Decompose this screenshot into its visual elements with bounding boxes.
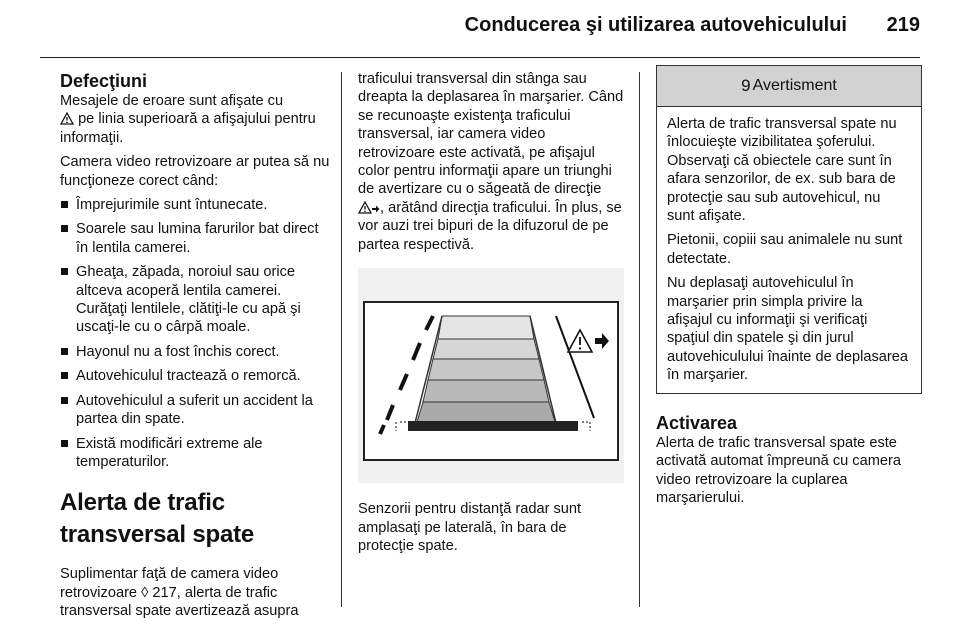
warning-paragraph: Pietonii, copiii sau animalele nu sunt detectate. xyxy=(667,232,903,267)
section-intro-paragraph: Suplimentar faţă de camera video retrovizoare ◊ 217, alerta de trafic transversal spate avertizează asupra xyxy=(60,566,299,620)
rear-camera-display-illustration xyxy=(358,268,624,483)
section-title: Alerta de trafic transversal spate xyxy=(60,489,255,549)
list-item: Autovehiculul tractează o remorcă. xyxy=(60,367,330,385)
list-item: Gheaţa, zăpada, noroiul sau orice altceva acoperă lentila camerei. Curăţaţi lentilele, clătiţi-le cu apă şi uscaţi-le cu o cârpă moale. xyxy=(60,263,330,337)
list-item: Hayonul nu a fost închis corect. xyxy=(60,343,330,361)
warning-symbol-icon: 9 xyxy=(741,75,751,95)
column-left xyxy=(60,70,330,621)
column-divider-2 xyxy=(639,72,640,607)
bullet-icon xyxy=(61,348,68,355)
bullet-icon xyxy=(61,225,68,232)
bullet-icon xyxy=(61,372,68,379)
warning-triangle-icon xyxy=(60,112,74,125)
heading-activarea: Activarea xyxy=(656,412,738,433)
intro-paragraph: Mesajele de eroare sunt afişate cu pe linia superioară a afişajului pentru informaţii. xyxy=(60,93,316,146)
header-rule xyxy=(40,57,920,58)
warning-box xyxy=(656,65,922,394)
bullet-icon xyxy=(61,397,68,404)
page-header xyxy=(0,0,960,58)
cross-traffic-paragraph: traficului transversal din stânga sau dreapta la deplasarea în marşarier. Când se recunoaşte existenţa traficului transversal, iar camera video retrovizoare este activată, pe afişajul color pentru informaţii apare un triunghi de avertizare cu o săgeată de direcţie , arătând direcţia traficului. În plus, se vor auzi trei bipuri de la difuzorul de pe partea respectivă. xyxy=(358,71,624,253)
figure-caption: Senzorii pentru distanţă radar sunt amplasaţi pe laterală, în bara de protecţie spate. xyxy=(358,501,582,555)
list-item: Împrejurimile sunt întunecate. xyxy=(60,196,330,214)
warning-paragraph: Alerta de trafic transversal spate nu înlocuieşte vizibilitatea şoferului. Observaţi că obiectele care sunt în afara senzorilor, de ex. sub bara de protecţie sau sub autovehicul, nu sunt afişate. xyxy=(667,116,897,225)
warning-title: Avertisment xyxy=(752,76,837,94)
bullet-icon xyxy=(61,201,68,208)
cross-reference-icon: ◊ xyxy=(141,584,149,601)
heading-defectiuni: Defecţiuni xyxy=(60,71,148,91)
column-right xyxy=(656,70,922,507)
warning-paragraph: Nu deplasaţi autovehiculul în marşarier prin simpla privire la afişajul cu informaţii şi verificaţi spaţiul din spatele şi din jurul autovehiculului înainte de deplasarea în marşarier. xyxy=(667,275,908,384)
bullet-icon xyxy=(61,440,68,447)
page-number: 219 xyxy=(886,14,920,36)
running-title: Conducerea şi utilizarea autovehiculului xyxy=(464,14,847,36)
column-middle xyxy=(358,70,624,556)
conditions-list xyxy=(60,196,330,471)
conditions-intro: Camera video retrovizoare ar putea să nu funcţioneze corect când: xyxy=(60,154,330,189)
warning-arrow-icon xyxy=(358,201,380,214)
list-item: Soarele sau lumina farurilor bat direct în lentila camerei. xyxy=(60,220,330,257)
warning-header xyxy=(657,66,921,107)
list-item: Autovehiculul a suferit un accident la partea din spate. xyxy=(60,392,330,429)
warning-body xyxy=(657,107,921,393)
column-divider-1 xyxy=(341,72,342,607)
activation-paragraph: Alerta de trafic transversal spate este activată automat împreună cu camera video retrovizoare la cuplarea marşarierului. xyxy=(656,434,901,506)
list-item: Există modificări extreme ale temperaturilor. xyxy=(60,435,330,472)
bullet-icon xyxy=(61,268,68,275)
